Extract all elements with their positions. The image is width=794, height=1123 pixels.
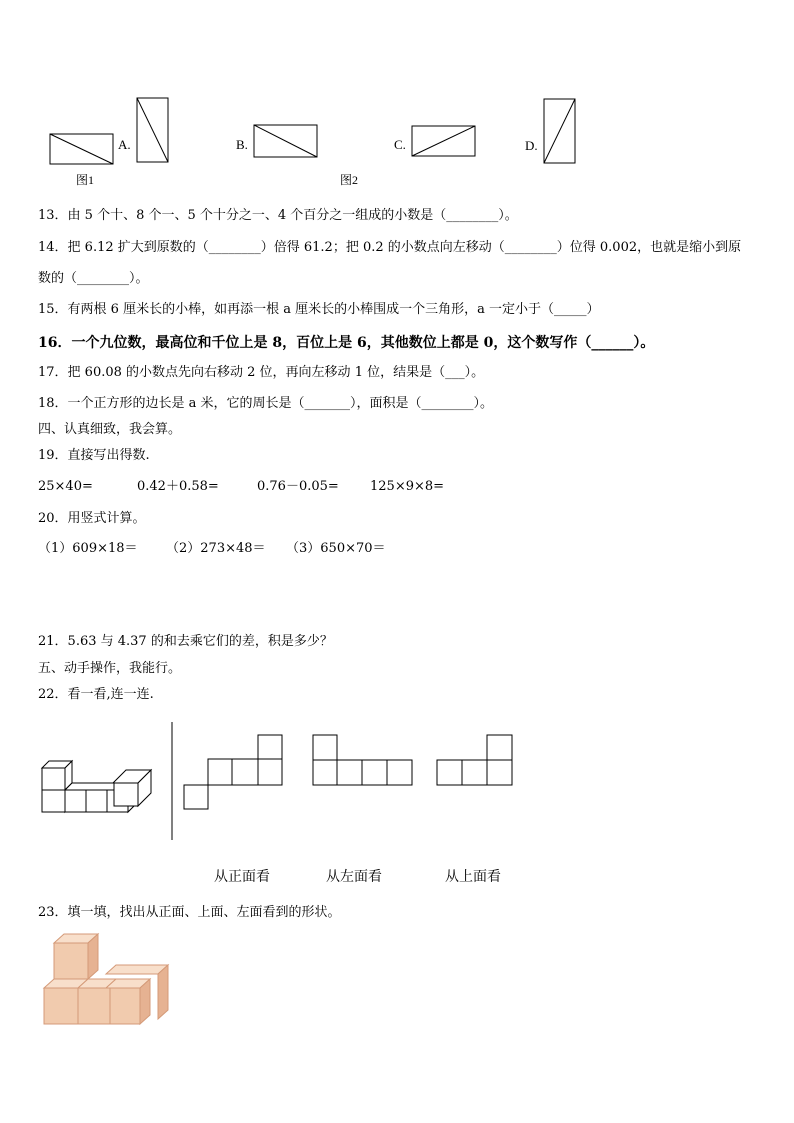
option-c-rectangle	[412, 126, 475, 156]
cube-stack-figure	[40, 930, 180, 1030]
cube-model	[42, 761, 151, 812]
rectangle-options-figure	[40, 90, 600, 190]
option-a-rectangle	[137, 98, 168, 162]
q19-item-2: 0.42＋0.58=	[137, 479, 219, 494]
question-14-line-1: 14．把 6.12 扩大到原数的（________）倍得 61.2；把 0.2 的小数点向左移动（________）位得 0.002，也就是缩小到原	[38, 240, 742, 255]
view-label-front: 从正面看	[214, 869, 270, 885]
question-13: 13．由 5 个十、8 个一、5 个十分之一、4 个百分之一组成的小数是（________）。	[38, 208, 518, 223]
question-19: 19．直接写出得数.	[38, 448, 150, 463]
view-shape-2	[313, 735, 412, 785]
option-b-label: B.	[236, 137, 248, 152]
figure-1-caption: 图1	[76, 173, 95, 187]
option-c-label: C.	[394, 137, 406, 152]
q19-item-3: 0.76－0.05=	[257, 479, 339, 494]
q19-item-1: 25×40=	[38, 479, 93, 494]
option-b-rectangle	[254, 125, 317, 157]
option-d-rectangle	[544, 99, 575, 163]
question-16: 16．一个九位数，最高位和千位上是 8，百位上是 6，其他数位上都是 0，这个数写作（______）。	[38, 335, 655, 351]
q19-item-4: 125×9×8=	[370, 479, 445, 494]
question-17: 17．把 60.08 的小数点先向右移动 2 位，再向左移动 1 位，结果是（___）。	[38, 365, 485, 380]
section-5-heading: 五、动手操作，我能行。	[38, 661, 182, 676]
q20-item-3: （3）650×70＝	[286, 541, 386, 556]
option-d-label: D.	[525, 138, 538, 153]
view-matching-figure	[38, 718, 538, 848]
option-a-label: A.	[118, 137, 131, 152]
figure-2-caption: 图2	[340, 173, 359, 187]
view-label-top: 从上面看	[445, 869, 501, 885]
q20-item-1: （1）609×18＝	[38, 541, 138, 556]
question-21: 21．5.63 与 4.37 的和去乘它们的差，积是多少？	[38, 634, 333, 649]
question-15: 15．有两根 6 厘米长的小棒，如再添一根 a 厘米长的小棒围成一个三角形，a 一定小于（_____）	[38, 302, 600, 317]
question-20: 20．用竖式计算。	[38, 511, 146, 526]
view-shape-1	[184, 735, 282, 809]
view-shape-3	[437, 735, 512, 785]
q20-item-2: （2）273×48＝	[166, 541, 266, 556]
figure-1-rectangle	[50, 134, 113, 164]
section-4-heading: 四、认真细致，我会算。	[38, 422, 182, 437]
question-23: 23．填一填，找出从正面、上面、左面看到的形状。	[38, 905, 341, 920]
view-label-left: 从左面看	[326, 869, 382, 885]
question-22: 22．看一看,连一连.	[38, 687, 154, 702]
question-18: 18．一个正方形的边长是 a 米，它的周长是（_______），面积是（________）。	[38, 396, 494, 411]
question-14-line-2: 数的（________）。	[38, 271, 149, 286]
